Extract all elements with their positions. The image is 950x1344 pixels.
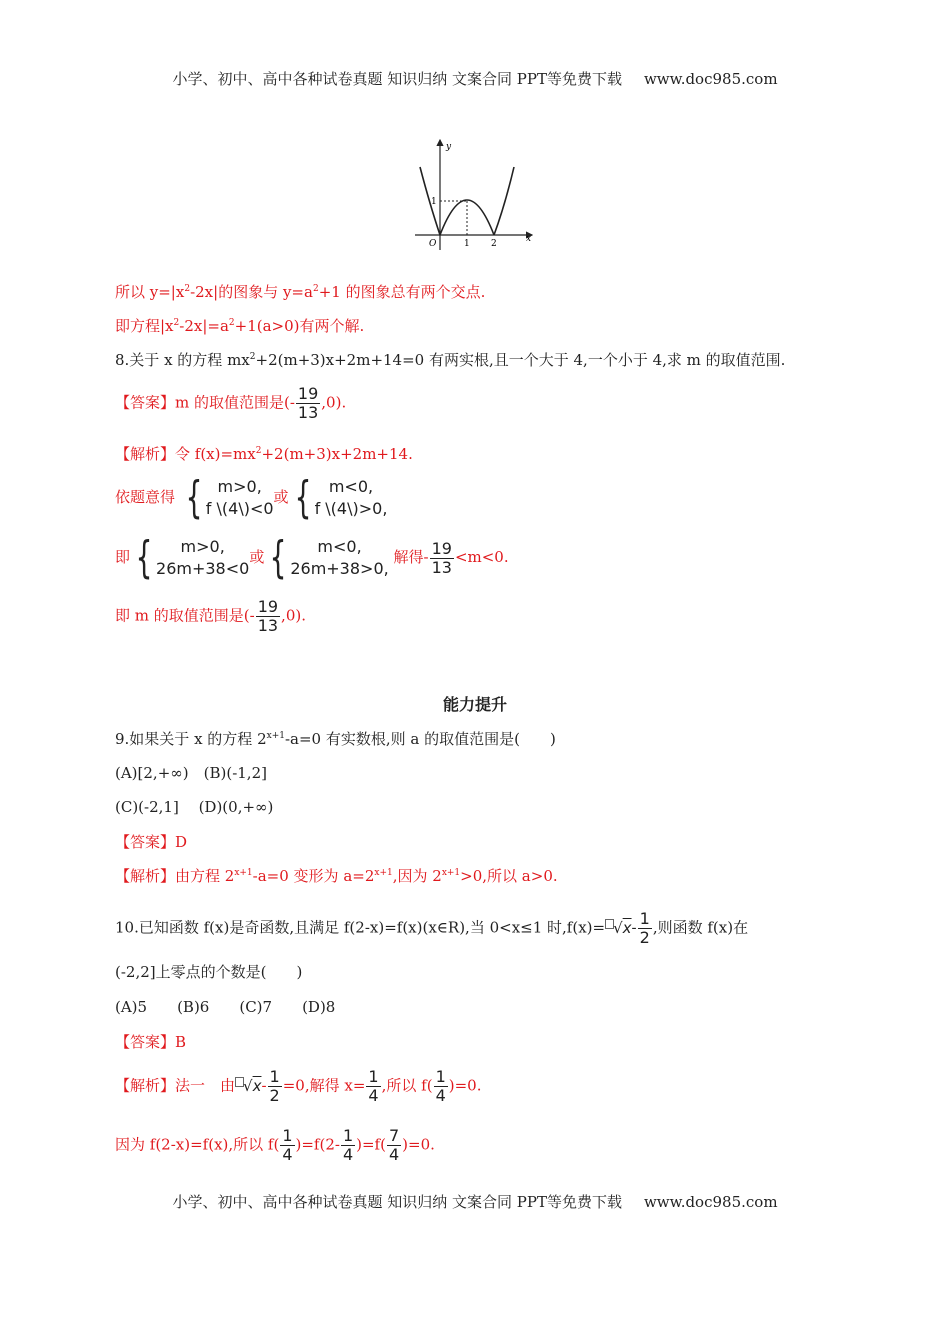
y-label: y bbox=[446, 142, 452, 152]
section-title: 能力提升 bbox=[442, 695, 507, 714]
q10-answer: 【答案】B bbox=[115, 1033, 187, 1051]
q10-solution-2: 因为 f(2-x)=f(x),所以 f( $\frac{1}{4}$ )=f(2- $\frac{1}{4}$ )=f( $\frac{7}{4}$ )=0. bbox=[115, 1126, 435, 1164]
q10-stem-2: (-2,2]上零点的个数是( ) bbox=[115, 963, 303, 981]
system-4: { m<0, 26m+38>0, bbox=[269, 532, 389, 583]
header-url: www.doc985.com bbox=[643, 70, 778, 88]
function-graph bbox=[410, 135, 545, 255]
page-footer bbox=[0, 1191, 950, 1212]
p7-line2: 即方程$|x^2-2x|=a^2+1(a>0)$有两个解. bbox=[115, 317, 365, 335]
origin-label: O bbox=[429, 239, 437, 249]
tick-2: 2 bbox=[491, 239, 497, 249]
curve-left bbox=[420, 167, 440, 235]
q9-stem: 9.如果关于 x 的方程 $2^{x+1}-a=0$ 有实数根,则 a 的取值范围是( ) bbox=[115, 730, 556, 748]
cube-root: √x bbox=[605, 919, 631, 937]
q9-answer: 【答案】D bbox=[115, 833, 188, 851]
fraction-seven-quarters: $\frac{7}{4}$ bbox=[388, 1126, 400, 1164]
q8-reduced: 即 { m>0, 26m+38<0 或 { m<0, 26m+38>0, 解得- $\frac{19}{13}$ <m<0. bbox=[115, 532, 509, 583]
cube-root-2: √x bbox=[235, 1077, 261, 1095]
fraction-quarter-3: $\frac{1}{4}$ bbox=[282, 1126, 293, 1164]
fraction-19-13: $\frac{19}{13}$ bbox=[297, 384, 319, 422]
fraction-19-13-c: $\frac{19}{13}$ bbox=[257, 597, 279, 635]
q8-solution: 【解析】令 $f(x)=mx^2+2(m+3)x+2m+14$. bbox=[115, 445, 413, 463]
q8-final: 即 m 的取值范围是(- $\frac{19}{13}$ ,0). bbox=[115, 597, 306, 635]
q10-options: (A)5 (B)6 (C)7 (D)8 bbox=[115, 998, 336, 1016]
q10-solution-1: 【解析】法一 由 √x- $\frac{1}{2}$ =0,解得 x= $\frac{1}{4}$ ,所以 f( $\frac{1}{4}$ )=0. bbox=[115, 1067, 482, 1105]
q8-stem: 8.关于 x 的方程 $mx^2+2(m+3)x+2m+14=0$ 有两实根,且一个大于 4,一个小于 4,求 m 的取值范围. bbox=[115, 351, 786, 369]
fraction-half-2: $\frac{1}{2}$ bbox=[269, 1067, 280, 1105]
q9-options-ab: (A)[2,+∞) (B)(-1,2] bbox=[115, 764, 267, 782]
header-text: 小学、初中、高中各种试卷真题 知识归纳 文案合同 PPT等免费下载 bbox=[172, 70, 622, 88]
curve-right bbox=[494, 167, 514, 235]
q9-options-cd: (C)(-2,1] (D)(0,+∞) bbox=[115, 798, 274, 816]
page-header bbox=[0, 68, 950, 89]
q8-answer: 【答案】m 的取值范围是(- $\frac{19}{13}$ ,0). bbox=[115, 384, 347, 422]
p7-line1: 所以 $y=|x^2-2x|$的图象与 $y=a^2+1$ 的图象总有两个交点. bbox=[115, 283, 486, 301]
tick-y1: 1 bbox=[431, 197, 437, 207]
x-label: x bbox=[526, 234, 532, 244]
fraction-19-13-b: $\frac{19}{13}$ bbox=[431, 538, 452, 577]
fraction-half: $\frac{1}{2}$ bbox=[639, 909, 650, 947]
system-3: { m>0, 26m+38<0 bbox=[135, 532, 250, 583]
fraction-quarter-2: $\frac{1}{4}$ bbox=[435, 1067, 446, 1105]
footer-text: 小学、初中、高中各种试卷真题 知识归纳 文案合同 PPT等免费下载 bbox=[172, 1193, 622, 1211]
system-1: { m>0, f \(4\)<0 bbox=[185, 472, 274, 523]
q8-conditions: 依题意得 { m>0, f \(4\)<0 或 { m<0, f \(4\)>0, bbox=[115, 472, 388, 523]
q10-stem: 10.已知函数 f(x)是奇函数,且满足 f(2-x)=f(x)(x∈R),当 0<x≤1 时,f(x)= √x- $\frac{1}{2}$ ,则函数 f(x)在 bbox=[115, 909, 749, 947]
footer-url: www.doc985.com bbox=[643, 1193, 778, 1211]
fraction-quarter-4: $\frac{1}{4}$ bbox=[342, 1126, 354, 1164]
q9-solution: 【解析】由方程 $2^{x+1}-a=0$ 变形为 $a=2^{x+1}$,因为 $2^{x+1}>0$,所以 a>0. bbox=[115, 867, 558, 885]
tick-1: 1 bbox=[464, 239, 470, 249]
system-2: { m<0, f \(4\)>0, bbox=[294, 472, 388, 523]
fraction-quarter: $\frac{1}{4}$ bbox=[368, 1067, 379, 1105]
